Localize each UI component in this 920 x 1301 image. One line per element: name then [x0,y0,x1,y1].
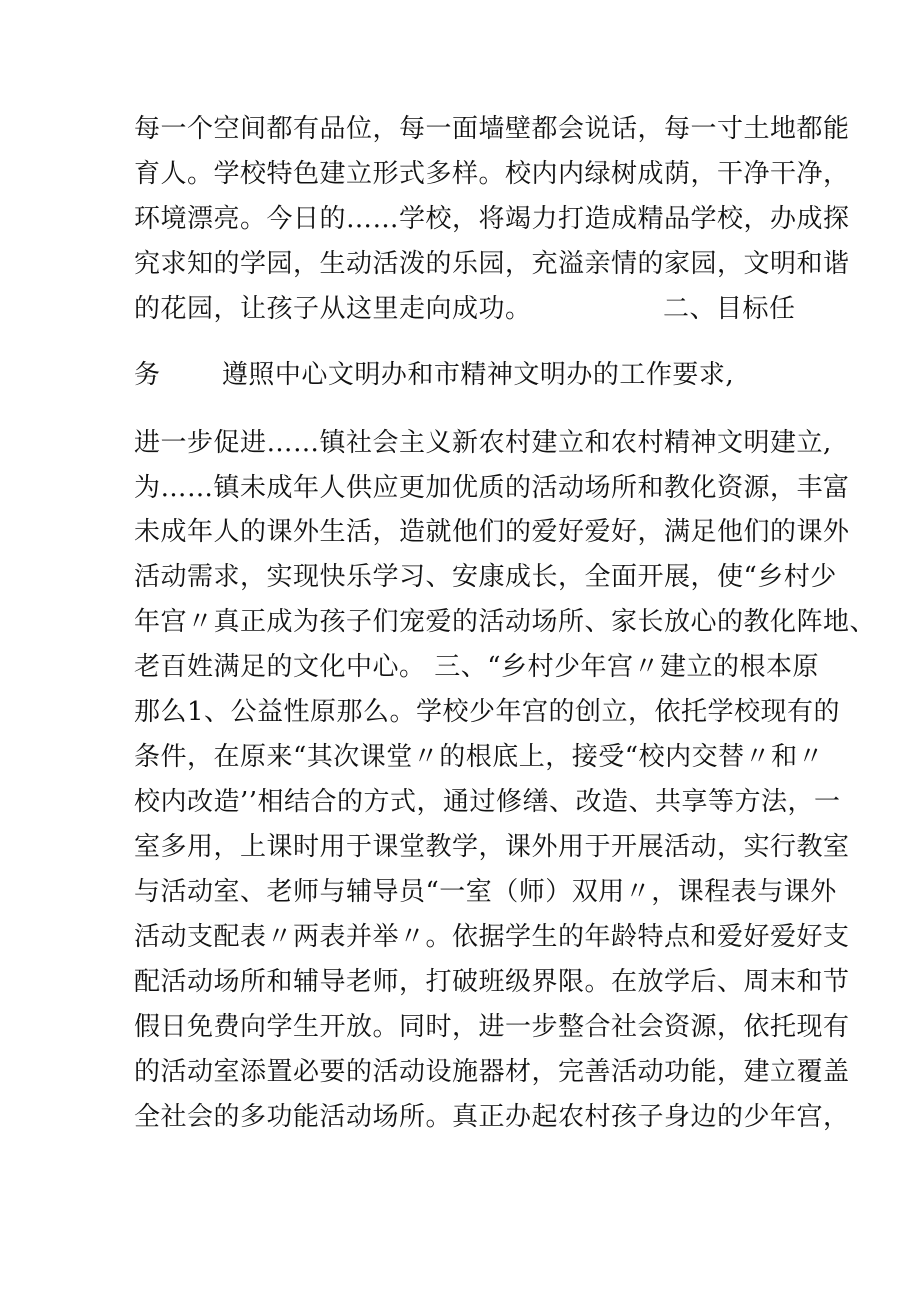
text-line: 为……镇未成年人供应更加优质的活动场所和教化资源，丰富 [134,473,850,503]
text-line: 每一个空间都有品位，每一面墙壁都会说话，每一寸土地都能 [134,114,850,144]
text-line: 条件，在原来“其次课堂〃的根底上，接受“校内交替〃和〃 [134,742,825,772]
text-line: 育人。学校特色建立形式多样。校内内绿树成荫，干净干净， [134,159,850,189]
text-line: 与活动室、老师与辅导员“一室（师）双用〃，课程表与课外 [134,877,837,907]
text-line: 环境漂亮。今日的……学校，将竭力打造成精品学校，办成探 [134,204,850,234]
text-line: 活动需求，实现快乐学习、安康成长，全面开展，使“乡村少 [134,562,837,592]
text-line: 的活动室添置必要的活动设施器材，完善活动功能，建立覆盖 [134,1057,850,1087]
text-line: 全社会的多功能活动场所。真正办起农村孩子身边的少年宫， [134,1102,850,1132]
text-line: 活动支配表〃两表并举〃。依据学生的年龄特点和爱好爱好支 [134,922,850,952]
text-line: 假日免费向学生开放。同时，进一步整合社会资源，依托现有 [134,1012,850,1042]
text-line: 进一步促进……镇社会主义新农村建立和农村精神文明建立, [134,428,832,458]
text-line: 的花园，让孩子从这里走向成功。 二、目标任 [134,294,796,324]
text-line: 配活动场所和辅导老师，打破班级界限。在放学后、周末和节 [134,967,850,997]
text-line: 室多用，上课时用于课堂教学，课外用于开展活动，实行教室 [134,832,850,862]
text-line: 那么1、公益性原那么。学校少年宫的创立，依托学校现有的 [134,697,841,727]
text-line: 校内改造’’相结合的方式，通过修缮、改造、共享等方法，一 [134,787,841,817]
text-line: 年宫〃真正成为孩子们宠爱的活动场所、家长放心的教化阵地、 [134,607,877,637]
text-line: 未成年人的课外生活，造就他们的爱好爱好，满足他们的课外 [134,517,850,547]
text-line: 究求知的学园，生动活泼的乐园，充溢亲情的家园，文明和谐 [134,249,850,279]
text-line: 老百姓满足的文化中心。 三、“乡村少年宫〃建立的根本原 [134,652,820,682]
text-line: 务 遵照中心文明办和市精神文明办的工作要求, [134,360,735,390]
